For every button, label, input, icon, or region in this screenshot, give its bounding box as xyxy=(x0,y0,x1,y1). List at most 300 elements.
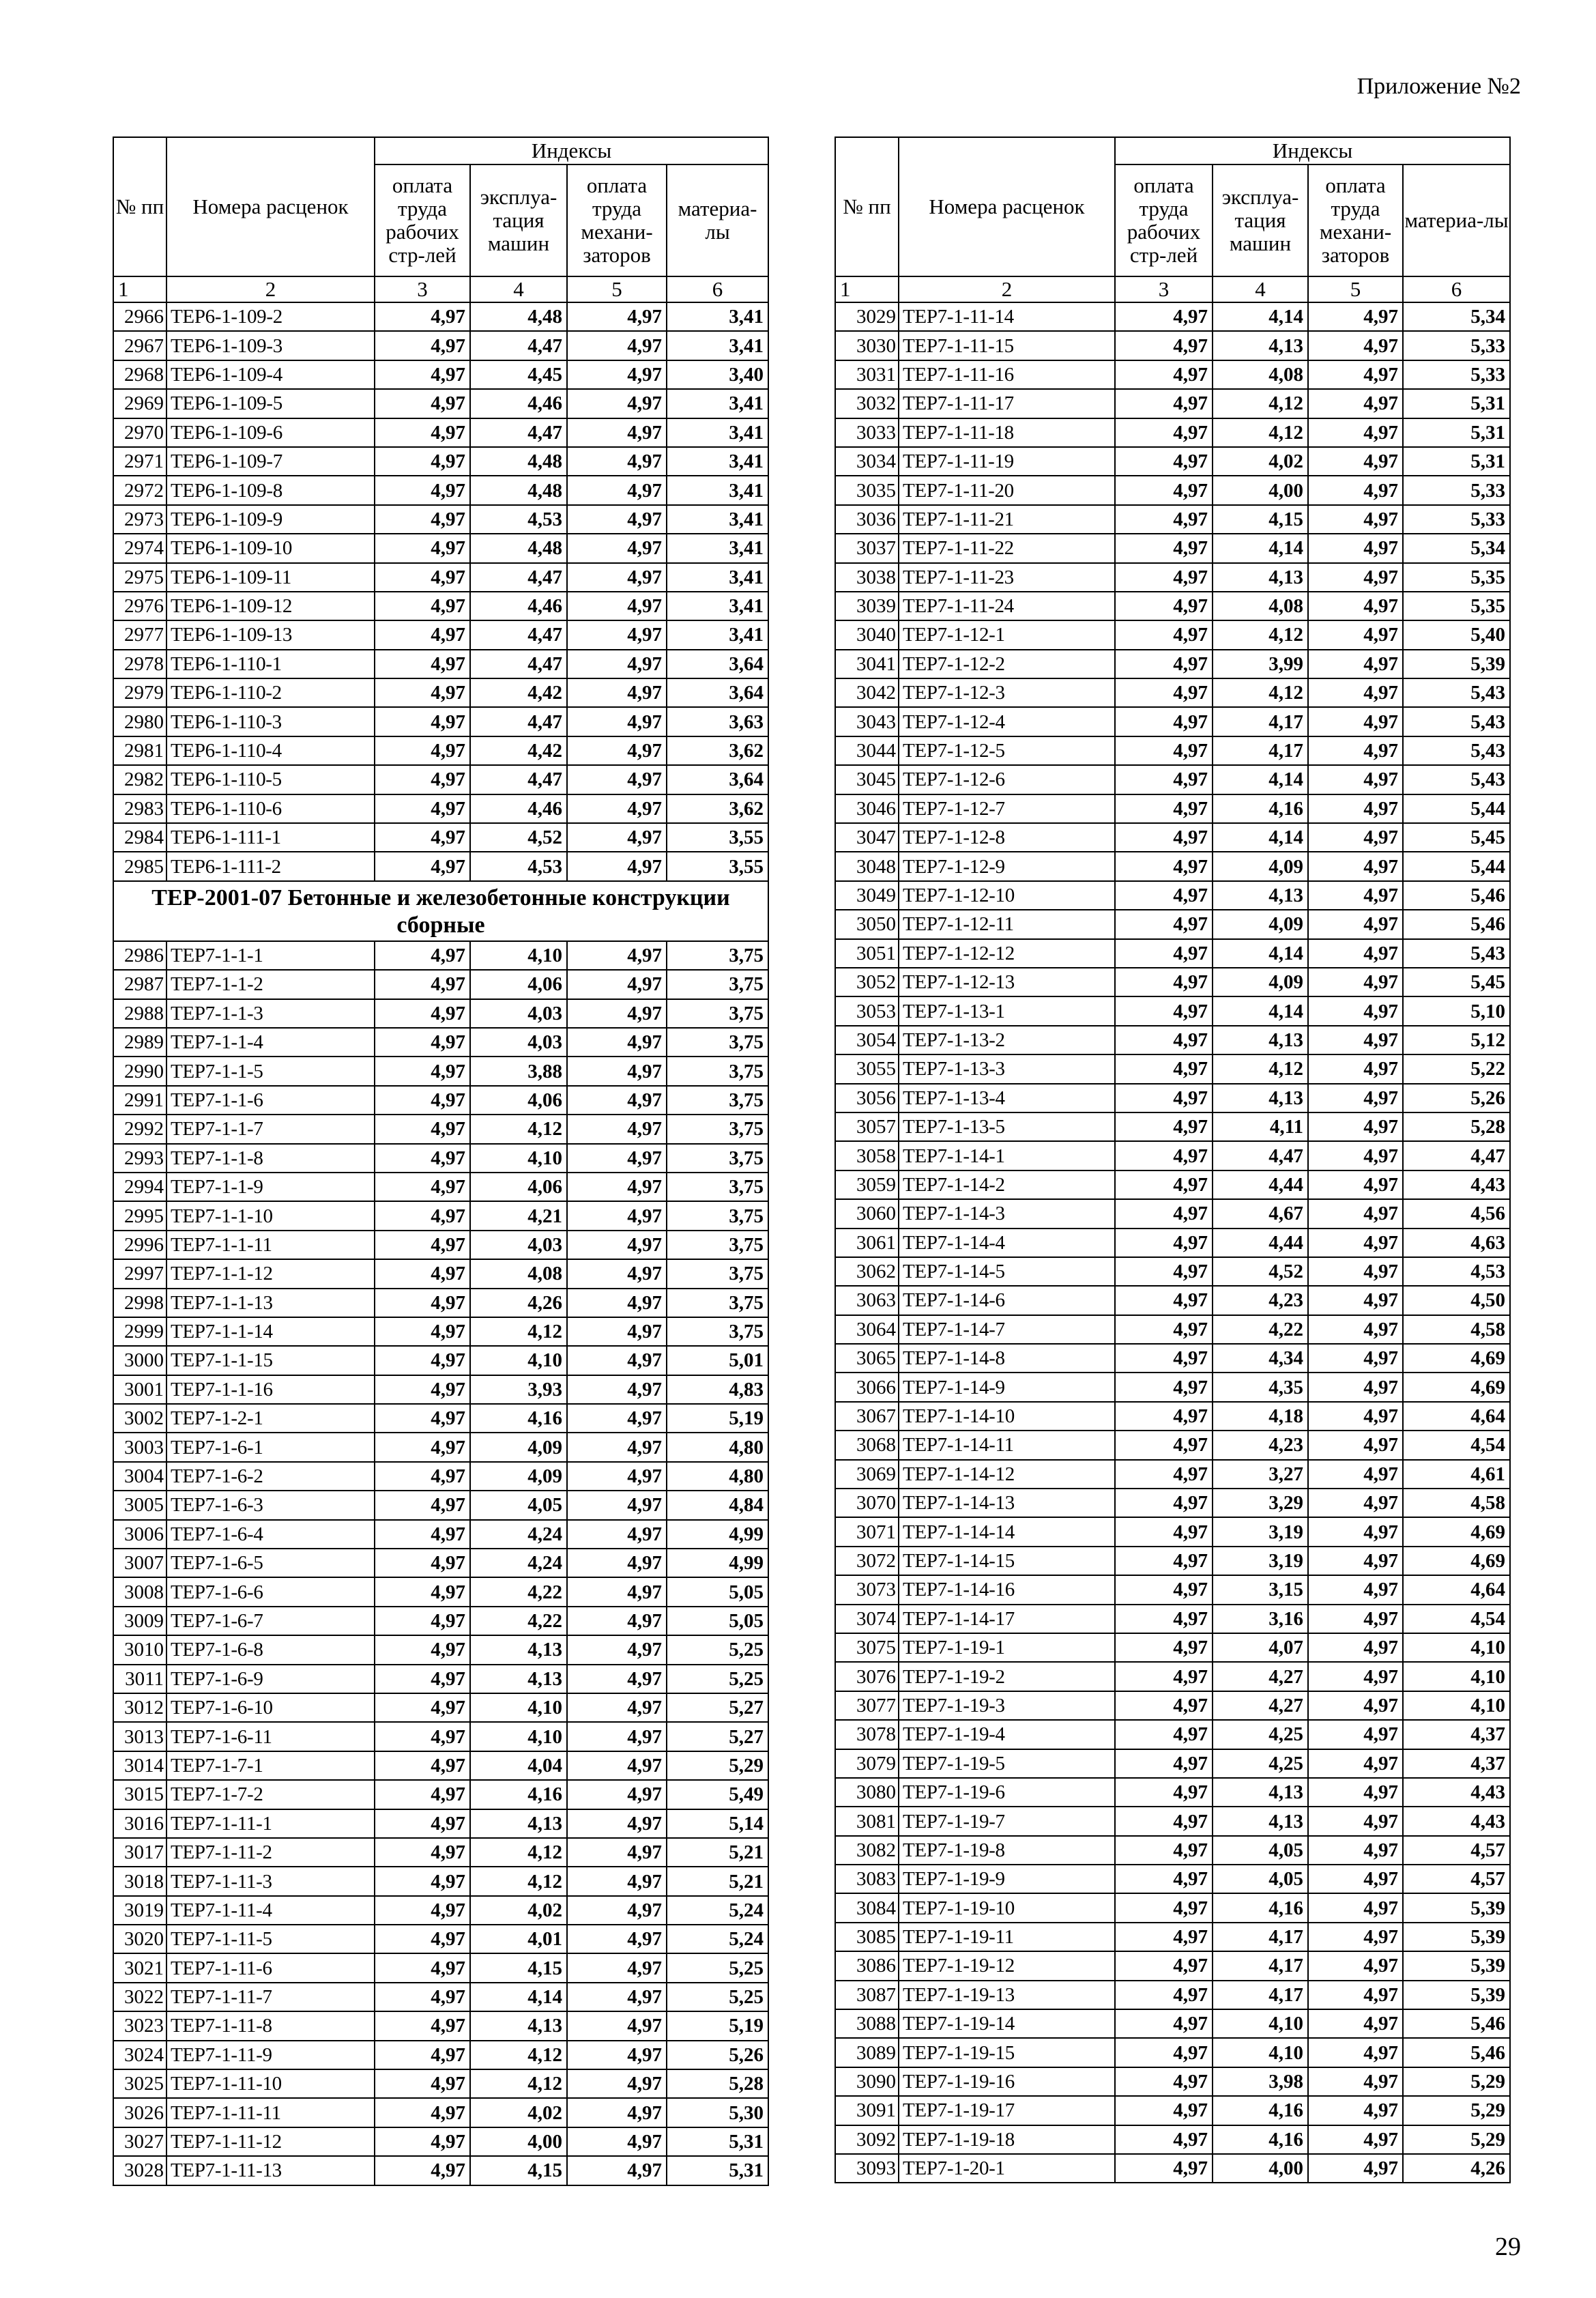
table-row xyxy=(113,1635,768,1664)
materials-index: 3,75 xyxy=(667,1115,768,1143)
row-number: 3059 xyxy=(835,1170,899,1199)
table-row xyxy=(835,823,1510,852)
table-row xyxy=(835,1893,1510,1922)
rate-code: ТЕР6-1-110-6 xyxy=(166,794,375,823)
labor-index: 4,97 xyxy=(1115,1951,1213,1980)
materials-index: 4,37 xyxy=(1403,1720,1510,1749)
operators-index: 4,97 xyxy=(567,1607,667,1635)
table-row xyxy=(835,1112,1510,1141)
materials-index: 4,57 xyxy=(1403,1836,1510,1865)
machines-index: 4,17 xyxy=(1213,1923,1308,1951)
machines-index: 4,09 xyxy=(470,1433,567,1461)
labor-index: 4,97 xyxy=(375,505,470,534)
rate-code: ТЕР7-1-11-1 xyxy=(166,1809,375,1838)
row-number: 3071 xyxy=(835,1517,899,1546)
labor-index: 4,97 xyxy=(375,447,470,476)
operators-index: 4,97 xyxy=(1308,881,1403,910)
operators-index: 4,97 xyxy=(1308,1257,1403,1286)
materials-index: 4,47 xyxy=(1403,1141,1510,1170)
machines-index: 4,09 xyxy=(1213,968,1308,996)
labor-index: 4,97 xyxy=(1115,794,1213,823)
rate-code: ТЕР6-1-110-4 xyxy=(166,736,375,765)
materials-index: 5,26 xyxy=(667,2041,768,2069)
labor-index: 4,97 xyxy=(375,1028,470,1057)
row-number: 3081 xyxy=(835,1807,899,1835)
table-row xyxy=(835,1402,1510,1431)
operators-index: 4,97 xyxy=(1308,331,1403,360)
machines-index: 4,17 xyxy=(1213,736,1308,765)
row-number: 2983 xyxy=(113,794,166,823)
operators-index: 4,97 xyxy=(567,736,667,765)
labor-index: 4,97 xyxy=(1115,939,1213,968)
labor-index: 4,97 xyxy=(375,1665,470,1693)
operators-index: 4,97 xyxy=(567,2069,667,2098)
labor-index: 4,97 xyxy=(375,1809,470,1838)
table-row xyxy=(113,650,768,678)
row-number: 3062 xyxy=(835,1257,899,1286)
table-body xyxy=(835,302,1510,2183)
operators-index: 4,97 xyxy=(1308,563,1403,592)
row-number: 3072 xyxy=(835,1547,899,1575)
operators-index: 4,97 xyxy=(1308,1605,1403,1633)
operators-index: 4,97 xyxy=(1308,1923,1403,1951)
labor-index: 4,97 xyxy=(1115,2009,1213,2038)
operators-index: 4,97 xyxy=(567,1867,667,1895)
rate-code: ТЕР7-1-19-12 xyxy=(899,1951,1115,1980)
materials-index: 4,83 xyxy=(667,1375,768,1404)
row-number: 3041 xyxy=(835,650,899,678)
table-row xyxy=(835,447,1510,476)
row-number: 3057 xyxy=(835,1112,899,1141)
row-number: 3019 xyxy=(113,1896,166,1925)
labor-index: 4,97 xyxy=(1115,2038,1213,2067)
labor-index: 4,97 xyxy=(1115,2125,1213,2154)
rate-code: ТЕР7-1-13-3 xyxy=(899,1054,1115,1083)
operators-index: 4,97 xyxy=(567,1462,667,1491)
rate-code: ТЕР7-1-19-10 xyxy=(899,1893,1115,1922)
operators-index: 4,97 xyxy=(567,1375,667,1404)
operators-index: 4,97 xyxy=(1308,2096,1403,2125)
operators-index: 4,97 xyxy=(567,1491,667,1519)
materials-index: 5,29 xyxy=(1403,2096,1510,2125)
materials-index: 4,57 xyxy=(1403,1865,1510,1893)
row-number: 3089 xyxy=(835,2038,899,2067)
machines-index: 4,48 xyxy=(470,476,567,504)
operators-index: 4,97 xyxy=(567,823,667,852)
materials-index: 5,27 xyxy=(667,1693,768,1722)
machines-index: 4,48 xyxy=(470,302,567,331)
row-number: 3026 xyxy=(113,2098,166,2127)
machines-index: 4,16 xyxy=(1213,2125,1308,2154)
colnum-2: 2 xyxy=(899,276,1115,302)
table-row xyxy=(113,534,768,562)
row-number: 3082 xyxy=(835,1836,899,1865)
machines-index: 4,22 xyxy=(470,1607,567,1635)
row-number: 3044 xyxy=(835,736,899,765)
machines-index: 4,16 xyxy=(470,1780,567,1809)
table-row xyxy=(835,1460,1510,1489)
table-row xyxy=(835,1431,1510,1459)
section-title: ТЕР-2001-07 Бетонные и железобетонные конструкции сборные xyxy=(113,881,768,941)
rate-code: ТЕР7-1-14-5 xyxy=(899,1257,1115,1286)
operators-index: 4,97 xyxy=(1308,736,1403,765)
machines-index: 4,23 xyxy=(1213,1431,1308,1459)
row-number: 3092 xyxy=(835,2125,899,2154)
table-row xyxy=(113,1057,768,1085)
machines-index: 4,47 xyxy=(1213,1141,1308,1170)
operators-index: 4,97 xyxy=(1308,1865,1403,1893)
row-number: 3029 xyxy=(835,302,899,331)
row-number: 2977 xyxy=(113,620,166,649)
materials-index: 3,62 xyxy=(667,736,768,765)
rate-code: ТЕР7-1-11-24 xyxy=(899,592,1115,620)
row-number: 3050 xyxy=(835,910,899,938)
rate-code: ТЕР7-1-11-14 xyxy=(899,302,1115,331)
operators-index: 4,97 xyxy=(567,360,667,389)
table-row xyxy=(835,1923,1510,1951)
table-row xyxy=(835,418,1510,447)
labor-index: 4,97 xyxy=(375,302,470,331)
operators-index: 4,97 xyxy=(567,1289,667,1317)
labor-index: 4,97 xyxy=(1115,678,1213,707)
operators-index: 4,97 xyxy=(567,1404,667,1433)
operators-index: 4,97 xyxy=(1308,1691,1403,1720)
table-row xyxy=(113,1346,768,1375)
operators-index: 4,97 xyxy=(1308,1489,1403,1517)
row-number: 3006 xyxy=(113,1520,166,1549)
machines-index: 3,29 xyxy=(1213,1489,1308,1517)
row-number: 3001 xyxy=(113,1375,166,1404)
row-number: 3007 xyxy=(113,1549,166,1577)
table-row xyxy=(113,1144,768,1173)
operators-index: 4,97 xyxy=(567,1896,667,1925)
materials-index: 4,26 xyxy=(1403,2154,1510,2183)
machines-index: 4,12 xyxy=(1213,389,1308,418)
rate-code: ТЕР7-1-14-15 xyxy=(899,1547,1115,1575)
rate-code: ТЕР6-1-110-1 xyxy=(166,650,375,678)
rate-code: ТЕР7-1-14-9 xyxy=(899,1373,1115,1401)
operators-index: 4,97 xyxy=(1308,1170,1403,1199)
labor-index: 4,97 xyxy=(1115,1893,1213,1922)
table-row xyxy=(113,360,768,389)
operators-index: 4,97 xyxy=(1308,1575,1403,1604)
labor-index: 4,97 xyxy=(375,999,470,1028)
table-row xyxy=(113,1289,768,1317)
materials-index: 5,39 xyxy=(1403,1923,1510,1951)
rate-code: ТЕР7-1-19-7 xyxy=(899,1807,1115,1835)
operators-index: 4,97 xyxy=(567,1115,667,1143)
machines-index: 3,19 xyxy=(1213,1517,1308,1546)
labor-index: 4,97 xyxy=(375,620,470,649)
machines-index: 4,46 xyxy=(470,389,567,418)
table-row xyxy=(113,331,768,360)
materials-index: 4,63 xyxy=(1403,1229,1510,1257)
labor-index: 4,97 xyxy=(1115,2154,1213,2183)
rate-code: ТЕР7-1-14-16 xyxy=(899,1575,1115,1604)
machines-index: 3,19 xyxy=(1213,1547,1308,1575)
table-row xyxy=(113,678,768,707)
labor-index: 4,97 xyxy=(1115,534,1213,562)
table-row xyxy=(113,389,768,418)
materials-index: 4,64 xyxy=(1403,1402,1510,1431)
operators-index: 4,97 xyxy=(1308,2038,1403,2067)
machines-index: 4,16 xyxy=(1213,1893,1308,1922)
machines-index: 4,14 xyxy=(1213,996,1308,1025)
operators-index: 4,97 xyxy=(567,1317,667,1346)
row-number: 3035 xyxy=(835,476,899,504)
table-row xyxy=(835,1373,1510,1401)
rate-code: ТЕР7-1-1-6 xyxy=(166,1086,375,1115)
table-row xyxy=(835,2096,1510,2125)
operators-index: 4,97 xyxy=(567,1231,667,1259)
table-row xyxy=(113,970,768,999)
rate-code: ТЕР7-1-11-19 xyxy=(899,447,1115,476)
labor-index: 4,97 xyxy=(375,736,470,765)
labor-index: 4,97 xyxy=(1115,1517,1213,1546)
machines-index: 4,14 xyxy=(1213,765,1308,794)
operators-index: 4,97 xyxy=(567,1780,667,1809)
machines-index: 4,13 xyxy=(1213,1026,1308,1054)
rate-code: ТЕР7-1-11-18 xyxy=(899,418,1115,447)
machines-index: 4,13 xyxy=(1213,563,1308,592)
table-row xyxy=(835,302,1510,331)
labor-index: 4,97 xyxy=(1115,1112,1213,1141)
operators-index: 4,97 xyxy=(567,970,667,999)
table-row xyxy=(113,823,768,852)
rate-code: ТЕР6-1-110-2 xyxy=(166,678,375,707)
col-operators-header: оплата труда механи-заторов xyxy=(567,164,667,276)
rate-code: ТЕР7-1-14-8 xyxy=(899,1344,1115,1373)
materials-index: 4,61 xyxy=(1403,1460,1510,1489)
machines-index: 4,67 xyxy=(1213,1199,1308,1228)
materials-index: 5,31 xyxy=(667,2127,768,2156)
machines-index: 4,13 xyxy=(470,2011,567,2040)
table-row xyxy=(835,1229,1510,1257)
labor-index: 4,97 xyxy=(1115,360,1213,389)
materials-index: 4,84 xyxy=(667,1491,768,1519)
operators-index: 4,97 xyxy=(1308,1807,1403,1835)
table-row xyxy=(113,1086,768,1115)
operators-index: 4,97 xyxy=(567,2098,667,2127)
rate-code: ТЕР7-1-1-15 xyxy=(166,1346,375,1375)
operators-index: 4,97 xyxy=(1308,1662,1403,1691)
rate-code: ТЕР7-1-12-11 xyxy=(899,910,1115,938)
table-row xyxy=(835,736,1510,765)
rate-code: ТЕР7-1-19-17 xyxy=(899,2096,1115,2125)
col-materials-header: материа-лы xyxy=(667,164,768,276)
machines-index: 4,47 xyxy=(470,331,567,360)
row-number: 3031 xyxy=(835,360,899,389)
machines-index: 3,27 xyxy=(1213,1460,1308,1489)
table-row xyxy=(835,881,1510,910)
labor-index: 4,97 xyxy=(375,941,470,970)
labor-index: 4,97 xyxy=(1115,1489,1213,1517)
materials-index: 4,10 xyxy=(1403,1633,1510,1662)
row-number: 3063 xyxy=(835,1286,899,1315)
operators-index: 4,97 xyxy=(1308,1720,1403,1749)
labor-index: 4,97 xyxy=(375,707,470,736)
materials-index: 5,31 xyxy=(1403,389,1510,418)
materials-index: 5,28 xyxy=(1403,1112,1510,1141)
table-header xyxy=(113,137,768,302)
labor-index: 4,97 xyxy=(1115,302,1213,331)
labor-index: 4,97 xyxy=(1115,1662,1213,1691)
materials-index: 3,64 xyxy=(667,765,768,794)
materials-index: 5,46 xyxy=(1403,881,1510,910)
operators-index: 4,97 xyxy=(1308,2009,1403,2038)
operators-index: 4,97 xyxy=(1308,360,1403,389)
operators-index: 4,97 xyxy=(567,418,667,447)
table-row xyxy=(113,2011,768,2040)
materials-index: 5,33 xyxy=(1403,331,1510,360)
table-row xyxy=(835,2067,1510,2096)
row-number: 3053 xyxy=(835,996,899,1025)
labor-index: 4,97 xyxy=(375,1173,470,1201)
table-header xyxy=(835,137,1510,302)
rate-code: ТЕР7-1-11-20 xyxy=(899,476,1115,504)
table-row xyxy=(835,1951,1510,1980)
materials-index: 5,19 xyxy=(667,2011,768,2040)
labor-index: 4,97 xyxy=(1115,1431,1213,1459)
row-number: 3040 xyxy=(835,620,899,649)
materials-index: 4,53 xyxy=(1403,1257,1510,1286)
labor-index: 4,97 xyxy=(375,2098,470,2127)
row-number: 3067 xyxy=(835,1402,899,1431)
operators-index: 4,97 xyxy=(1308,1836,1403,1865)
row-number: 2987 xyxy=(113,970,166,999)
row-number: 2973 xyxy=(113,505,166,534)
rate-code: ТЕР7-1-19-4 xyxy=(899,1720,1115,1749)
labor-index: 4,97 xyxy=(1115,1344,1213,1373)
row-number: 3058 xyxy=(835,1141,899,1170)
operators-index: 4,97 xyxy=(567,592,667,620)
materials-index: 5,39 xyxy=(1403,1951,1510,1980)
operators-index: 4,97 xyxy=(1308,389,1403,418)
row-number: 3069 xyxy=(835,1460,899,1489)
table-row xyxy=(113,1722,768,1751)
operators-index: 4,97 xyxy=(1308,620,1403,649)
table-row xyxy=(113,1259,768,1288)
table-row xyxy=(835,794,1510,823)
operators-index: 4,97 xyxy=(1308,2154,1403,2183)
labor-index: 4,97 xyxy=(1115,1170,1213,1199)
row-number: 3036 xyxy=(835,505,899,534)
rate-code: ТЕР7-1-12-1 xyxy=(899,620,1115,649)
table-row xyxy=(113,418,768,447)
labor-index: 4,97 xyxy=(375,1086,470,1115)
rate-code: ТЕР7-1-19-14 xyxy=(899,2009,1115,2038)
table-row xyxy=(835,1084,1510,1112)
labor-index: 4,97 xyxy=(375,1375,470,1404)
operators-index: 4,97 xyxy=(1308,1084,1403,1112)
row-number: 2979 xyxy=(113,678,166,707)
operators-index: 4,97 xyxy=(567,999,667,1028)
rate-code: ТЕР6-1-109-5 xyxy=(166,389,375,418)
rate-code: ТЕР6-1-109-12 xyxy=(166,592,375,620)
rate-code: ТЕР7-1-14-13 xyxy=(899,1489,1115,1517)
machines-index: 4,10 xyxy=(470,1144,567,1173)
labor-index: 4,97 xyxy=(375,2011,470,2040)
row-number: 3000 xyxy=(113,1346,166,1375)
row-number: 3076 xyxy=(835,1662,899,1691)
appendix-label: Приложение №2 xyxy=(1356,74,1521,99)
row-number: 2978 xyxy=(113,650,166,678)
row-number: 2967 xyxy=(113,331,166,360)
labor-index: 4,97 xyxy=(1115,1141,1213,1170)
rate-code: ТЕР7-1-11-6 xyxy=(166,1953,375,1982)
materials-index: 5,33 xyxy=(1403,360,1510,389)
labor-index: 4,97 xyxy=(1115,563,1213,592)
labor-index: 4,97 xyxy=(1115,1547,1213,1575)
row-number: 2986 xyxy=(113,941,166,970)
row-number: 3016 xyxy=(113,1809,166,1838)
machines-index: 4,52 xyxy=(1213,1257,1308,1286)
machines-index: 4,00 xyxy=(1213,2154,1308,2183)
table-row xyxy=(835,476,1510,504)
table-row xyxy=(113,1115,768,1143)
materials-index: 5,46 xyxy=(1403,910,1510,938)
machines-index: 4,08 xyxy=(1213,360,1308,389)
labor-index: 4,97 xyxy=(1115,910,1213,938)
machines-index: 4,06 xyxy=(470,970,567,999)
table-row xyxy=(835,1575,1510,1604)
rate-code: ТЕР7-1-13-5 xyxy=(899,1112,1115,1141)
colnum-4: 4 xyxy=(1213,276,1308,302)
rate-code: ТЕР6-1-110-3 xyxy=(166,707,375,736)
operators-index: 4,97 xyxy=(1308,1199,1403,1228)
labor-index: 4,97 xyxy=(375,1115,470,1143)
row-number: 2966 xyxy=(113,302,166,331)
row-number: 2981 xyxy=(113,736,166,765)
table-row xyxy=(113,1028,768,1057)
materials-index: 5,45 xyxy=(1403,968,1510,996)
rate-code: ТЕР7-1-11-9 xyxy=(166,2041,375,2069)
row-number: 3034 xyxy=(835,447,899,476)
row-number: 2970 xyxy=(113,418,166,447)
table-row xyxy=(113,1838,768,1867)
labor-index: 4,97 xyxy=(1115,1257,1213,1286)
col-labor-header: оплата труда рабочих стр-лей xyxy=(375,164,470,276)
labor-index: 4,97 xyxy=(375,1201,470,1230)
row-number: 3025 xyxy=(113,2069,166,2098)
materials-index: 5,25 xyxy=(667,1953,768,1982)
machines-index: 4,42 xyxy=(470,736,567,765)
rate-code: ТЕР7-1-11-3 xyxy=(166,1867,375,1895)
row-number: 2971 xyxy=(113,447,166,476)
machines-index: 4,45 xyxy=(470,360,567,389)
table-row xyxy=(113,505,768,534)
labor-index: 4,97 xyxy=(1115,1402,1213,1431)
page-number: 29 xyxy=(1495,2232,1521,2261)
operators-index: 4,97 xyxy=(567,1751,667,1780)
materials-index: 5,43 xyxy=(1403,736,1510,765)
table-row xyxy=(113,2156,768,2185)
labor-index: 4,97 xyxy=(1115,1460,1213,1489)
materials-index: 3,41 xyxy=(667,418,768,447)
row-number: 3066 xyxy=(835,1373,899,1401)
row-number: 2999 xyxy=(113,1317,166,1346)
col-machines-header: эксплуа-тация машин xyxy=(470,164,567,276)
rate-code: ТЕР7-1-6-5 xyxy=(166,1549,375,1577)
operators-index: 4,97 xyxy=(567,2041,667,2069)
labor-index: 4,97 xyxy=(1115,1749,1213,1778)
materials-index: 4,10 xyxy=(1403,1662,1510,1691)
machines-index: 4,25 xyxy=(1213,1749,1308,1778)
labor-index: 4,97 xyxy=(375,1607,470,1635)
row-number: 3024 xyxy=(113,2041,166,2069)
operators-index: 4,97 xyxy=(567,1635,667,1664)
materials-index: 4,43 xyxy=(1403,1778,1510,1807)
